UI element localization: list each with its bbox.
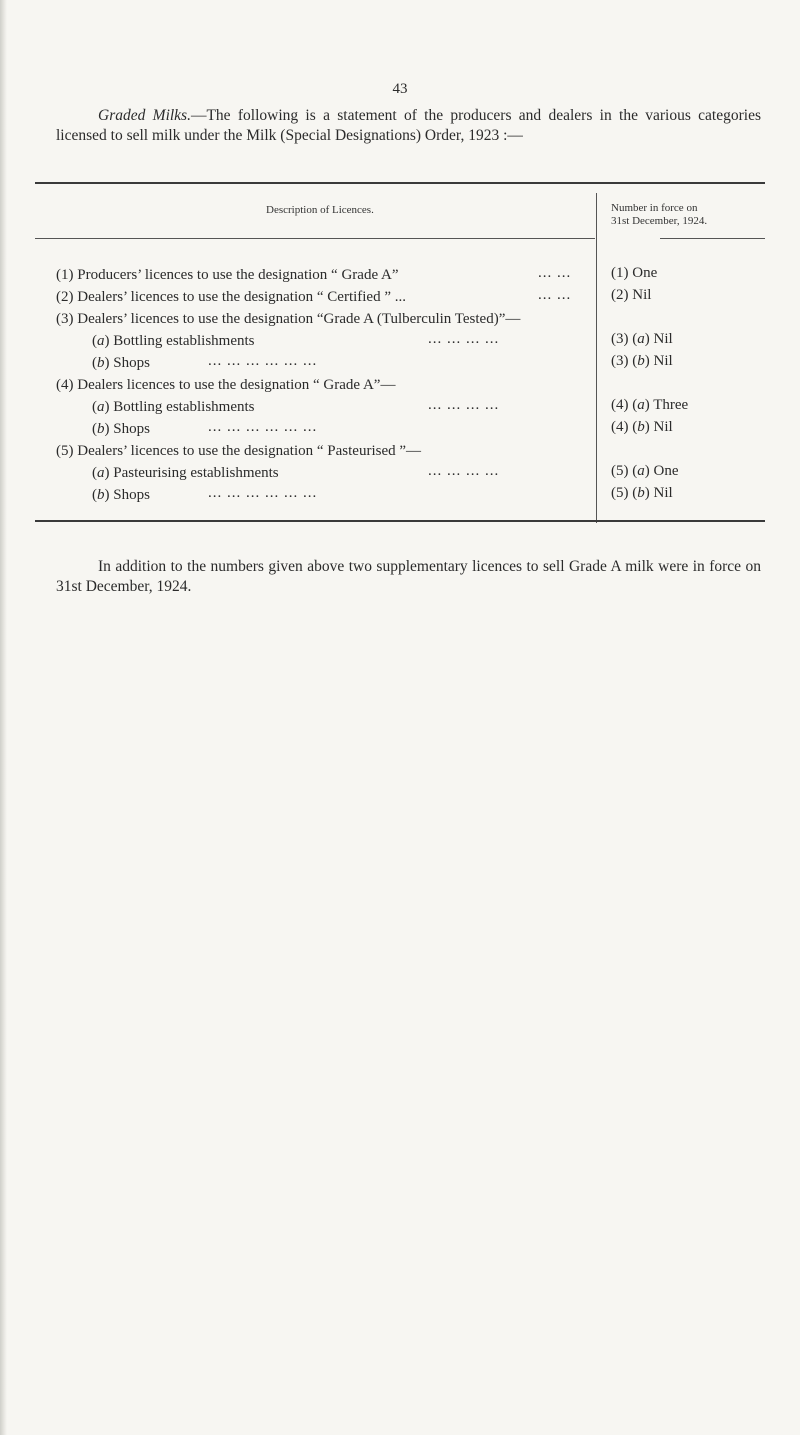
table-row-value: (5) (b) Nil xyxy=(611,485,673,501)
table-row-value: (2) Nil xyxy=(611,287,652,303)
header-rule-left xyxy=(35,238,595,239)
intro-title: Graded Milks. xyxy=(98,107,191,124)
table-row-label: (5) Dealers’ licences to use the designation “ Pasteurised ”— xyxy=(56,443,422,459)
table-row-value: (4) (a) Three xyxy=(611,397,689,413)
table-row-label: (a) Bottling establishments xyxy=(92,399,255,415)
page-number: 43 xyxy=(392,81,408,97)
table-row-label: (2) Dealers’ licences to use the designation “ Certified ” ... xyxy=(56,289,407,305)
leader-dots: ... ... ... ... ... ... xyxy=(208,353,318,369)
table-row-label: (1) Producers’ licences to use the designation “ Grade A” xyxy=(56,267,399,283)
table-row-label: (a) Bottling establishments xyxy=(92,333,255,349)
leader-dots: ... ... ... ... ... ... xyxy=(208,485,318,501)
leader-dots: ... ... xyxy=(538,265,572,281)
table-top-rule xyxy=(35,182,765,184)
header-rule-right xyxy=(660,238,765,239)
column-divider xyxy=(596,193,597,523)
leader-dots: ... ... ... ... xyxy=(428,397,500,413)
table-row-label: (b) Shops xyxy=(92,421,150,437)
number-header-line2: 31st December, 1924. xyxy=(611,215,708,227)
table-row-label: (b) Shops xyxy=(92,487,150,503)
intro-paragraph xyxy=(56,106,761,146)
table-bottom-rule xyxy=(35,520,765,522)
table-row-label: (b) Shops xyxy=(92,355,150,371)
table-row-value: (1) One xyxy=(611,265,658,281)
table-row-value: (3) (b) Nil xyxy=(611,353,673,369)
table-row-label: (3) Dealers’ licences to use the designation “Grade A (Tulberculin Tested)”— xyxy=(56,311,521,327)
table-row-label: (a) Pasteurising establishments xyxy=(92,465,279,481)
table-row-value: (5) (a) One xyxy=(611,463,679,479)
leader-dots: ... ... ... ... xyxy=(428,463,500,479)
table-row-label: (4) Dealers licences to use the designation “ Grade A”— xyxy=(56,377,396,393)
leader-dots: ... ... ... ... ... ... xyxy=(208,419,318,435)
supplementary-note: In addition to the numbers given above two supplementary licences to sell Grade A milk were in force on 31st December, 1924. xyxy=(56,558,761,595)
description-header: Description of Licences. xyxy=(266,204,374,216)
table-row-value: (3) (a) Nil xyxy=(611,331,673,347)
number-header-line1: Number in force on xyxy=(611,202,698,214)
intro-text: —The following is a statement of the producers and dealers in the various categories licensed to sell milk under the Milk (Special Designations) Order, 1923 :— xyxy=(56,107,761,144)
page-edge-shadow xyxy=(0,0,7,1435)
leader-dots: ... ... xyxy=(538,287,572,303)
table-row-value: (4) (b) Nil xyxy=(611,419,673,435)
leader-dots: ... ... ... ... xyxy=(428,331,500,347)
